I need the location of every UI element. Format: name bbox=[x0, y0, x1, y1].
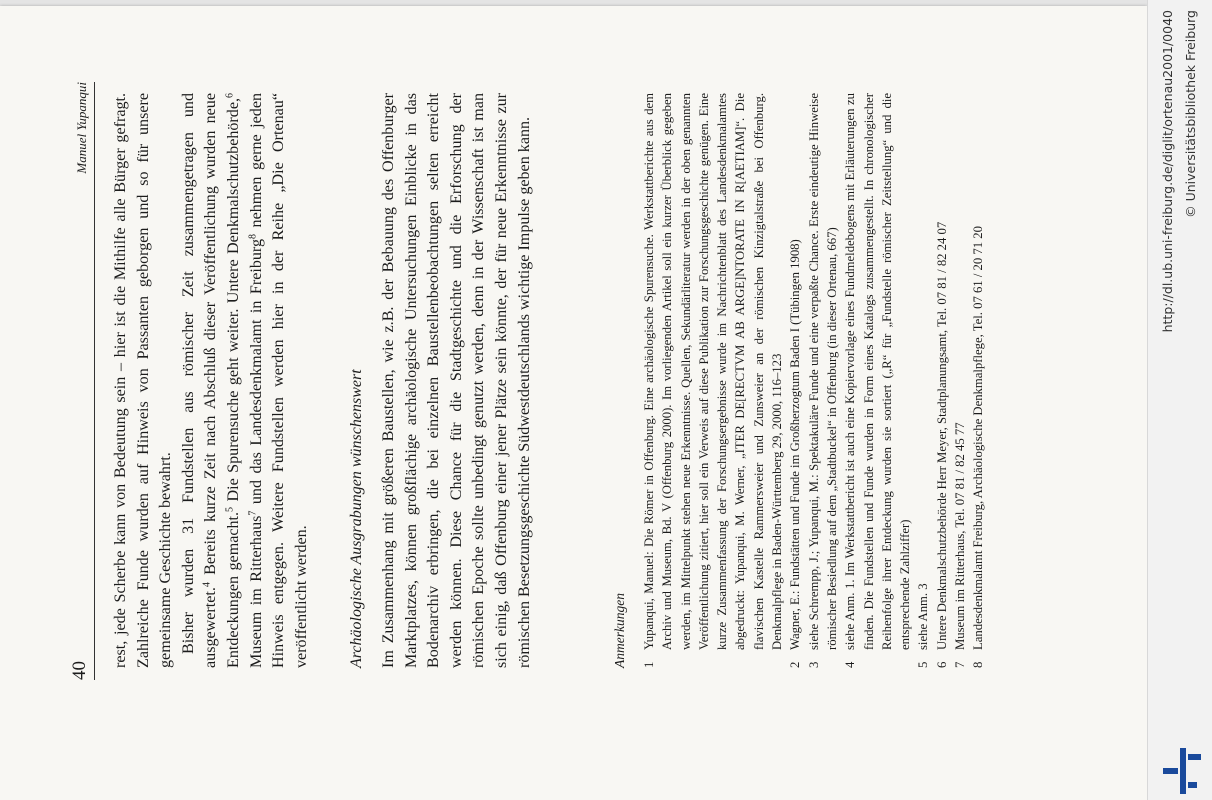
paragraph-1: rest, jede Scherbe kann von Bedeutung sein – hier ist die Mithilfe alle Bürger gefragt. Zahlreiche Funde wurden auf Hinweis von Passanten geborgen und so für unsere gemeinsame Geschichte bewahrt. bbox=[112, 93, 175, 668]
footnote-item: 7 Museum im Ritterhaus, Tel. 07 81 / 82 45 77 bbox=[953, 422, 968, 668]
footnote-ref-5[interactable]: 5 bbox=[224, 506, 236, 512]
copyright-notice: © Universitätsbibliothek Freiburg bbox=[1183, 10, 1198, 218]
running-head: Manuel Yupanqui bbox=[74, 82, 89, 174]
page-header bbox=[68, 82, 95, 680]
ub-freiburg-logo-icon[interactable] bbox=[1163, 748, 1203, 794]
paragraph-2: Bisher wurden 31 Fundstellen aus römischer Zeit zusammengetragen und ausgewertet.$^4$ Bereits kurze Zeit nach Abschluß dieser Veröffentlichung wurden neue Entdeckungen gemacht.$^5$ Die Spurensuche geht weiter. Untere Denkmalschutzbehörde,$^6$ Museum im Ritterhaus$^7$ und das Landesdenkmalamt in Freiburg$^8$ nehmen gerne jeden Hinweis entgegen. Weitere Fundstellen werden hier in der Reihe „Die Ortenau“ veröffentlicht werden. bbox=[179, 92, 310, 668]
sidebar-text bbox=[1147, 0, 1212, 800]
page-number: 40 bbox=[69, 661, 90, 680]
section-text: Im Zusammenhang mit größeren Baustellen, wie z.B. der Bebauung des Offenburger Marktplatzes, können großflächige archäologische Untersuchungen Einblicke in das Bodenarchiv erbringen, die bei einzelnen Baustellenbeobachtungen selten erreicht werden können. Diese Chance für die Stadtgeschichte und die Erforschung der römischen Epoche sollte unbedingt genutzt werden, denn in der Wissenschaft ist man sich einig, daß Offenburg einer jener Plätze sein könnte, der für neue Erkenntnisse zur römischen Besetzungsgeschichte Südwestdeutschlands wichtige Impulse geben kann. bbox=[380, 93, 533, 668]
footnote-ref-7[interactable]: 7 bbox=[247, 510, 259, 516]
footnote-item: 4 siehe Anm. 1. Im Werkstattbericht ist auch eine Kopiervorlage eines Fundmeldebogens mit Erläuterungen zu finden. Die Fundstellen und Funde wurden in Form eines Katalogs zusammengestellt. In chronologischer Reihenfolge ihrer Entdeckung wurden sie sortiert („R“ für „Fundstelle römischer Zeitstellung“ und die entsprechende Zahlziffer) bbox=[843, 93, 913, 668]
body-text bbox=[110, 93, 313, 668]
footnote-item: 1 Yupanqui, Manuel: Die Römer in Offenburg. Eine archäologische Spurensuche. Werkstattberichte aus dem Archiv und Museum, Bd. V (Offenburg 2000). Im vorliegenden Artikel soll ein kurzer Überblick gegeben werden, im Mittelpunkt stehen neue Erkenntnisse. Quellen, Sekundärliteratur werden in der oben genannten Veröffentlichung zitiert, hier soll ein Verweis auf diese Publikation zur Forschungsgeschichte genügen. Eine kurze Zusammenfassung der Forschungsergebnisse wurde im Nachrichtenblatt des Landesdenkmalamtes abgedruckt: Yupanqui, M. Werner, „ITER DE[RECTVM AB ARGE]NTORATE IN R[AETIAM]“. Die flavischen Kastelle Rammersweier und Zunsweier an der römischen Kinzigtalstraße bei Offenburg. Denkmalpflege in Baden-Württemberg 29, 2000, 116–123 bbox=[642, 93, 785, 668]
footnote-item: 8 Landesdenkmalamt Freiburg, Archäologische Denkmalpflege, Tel. 07 61 / 20 71 20 bbox=[971, 226, 986, 668]
permalink-url[interactable]: http://dl.ub.uni-freiburg.de/diglit/ortenau2001/0040 bbox=[1160, 10, 1175, 333]
notes-heading: Anmerkungen bbox=[612, 593, 627, 668]
footnote-item: 3 siehe Schrempp, J.; Yupanqui, M.: Spektakuläre Funde und eine verpaßte Chance. Erste eindeutige Hinweise römischer Besiedlung auf dem „Stadtbuckel“ in Offenburg (in dieser Ortenau, 667) bbox=[806, 93, 839, 668]
footnote-ref-6[interactable]: 6 bbox=[224, 93, 236, 98]
footnote-ref-4[interactable]: 4 bbox=[201, 582, 213, 588]
footnote-item: 2 Wagner, E.: Fundstätten und Funde im Großherzogtum Baden I (Tübingen 1908) bbox=[788, 239, 803, 668]
section-heading: Archäologische Ausgrabungen wünschenswert bbox=[348, 369, 365, 668]
footnote-ref-8[interactable]: 8 bbox=[247, 233, 259, 239]
footnote-item: 5 siehe Anm. 3 bbox=[916, 583, 931, 668]
footnote-item: 6 Untere Denkmalschutzbehörde Herr Meyer, Stadtplanungsamt, Tel. 07 81 / 82 24 07 bbox=[934, 221, 949, 668]
footnotes-list bbox=[640, 93, 988, 668]
